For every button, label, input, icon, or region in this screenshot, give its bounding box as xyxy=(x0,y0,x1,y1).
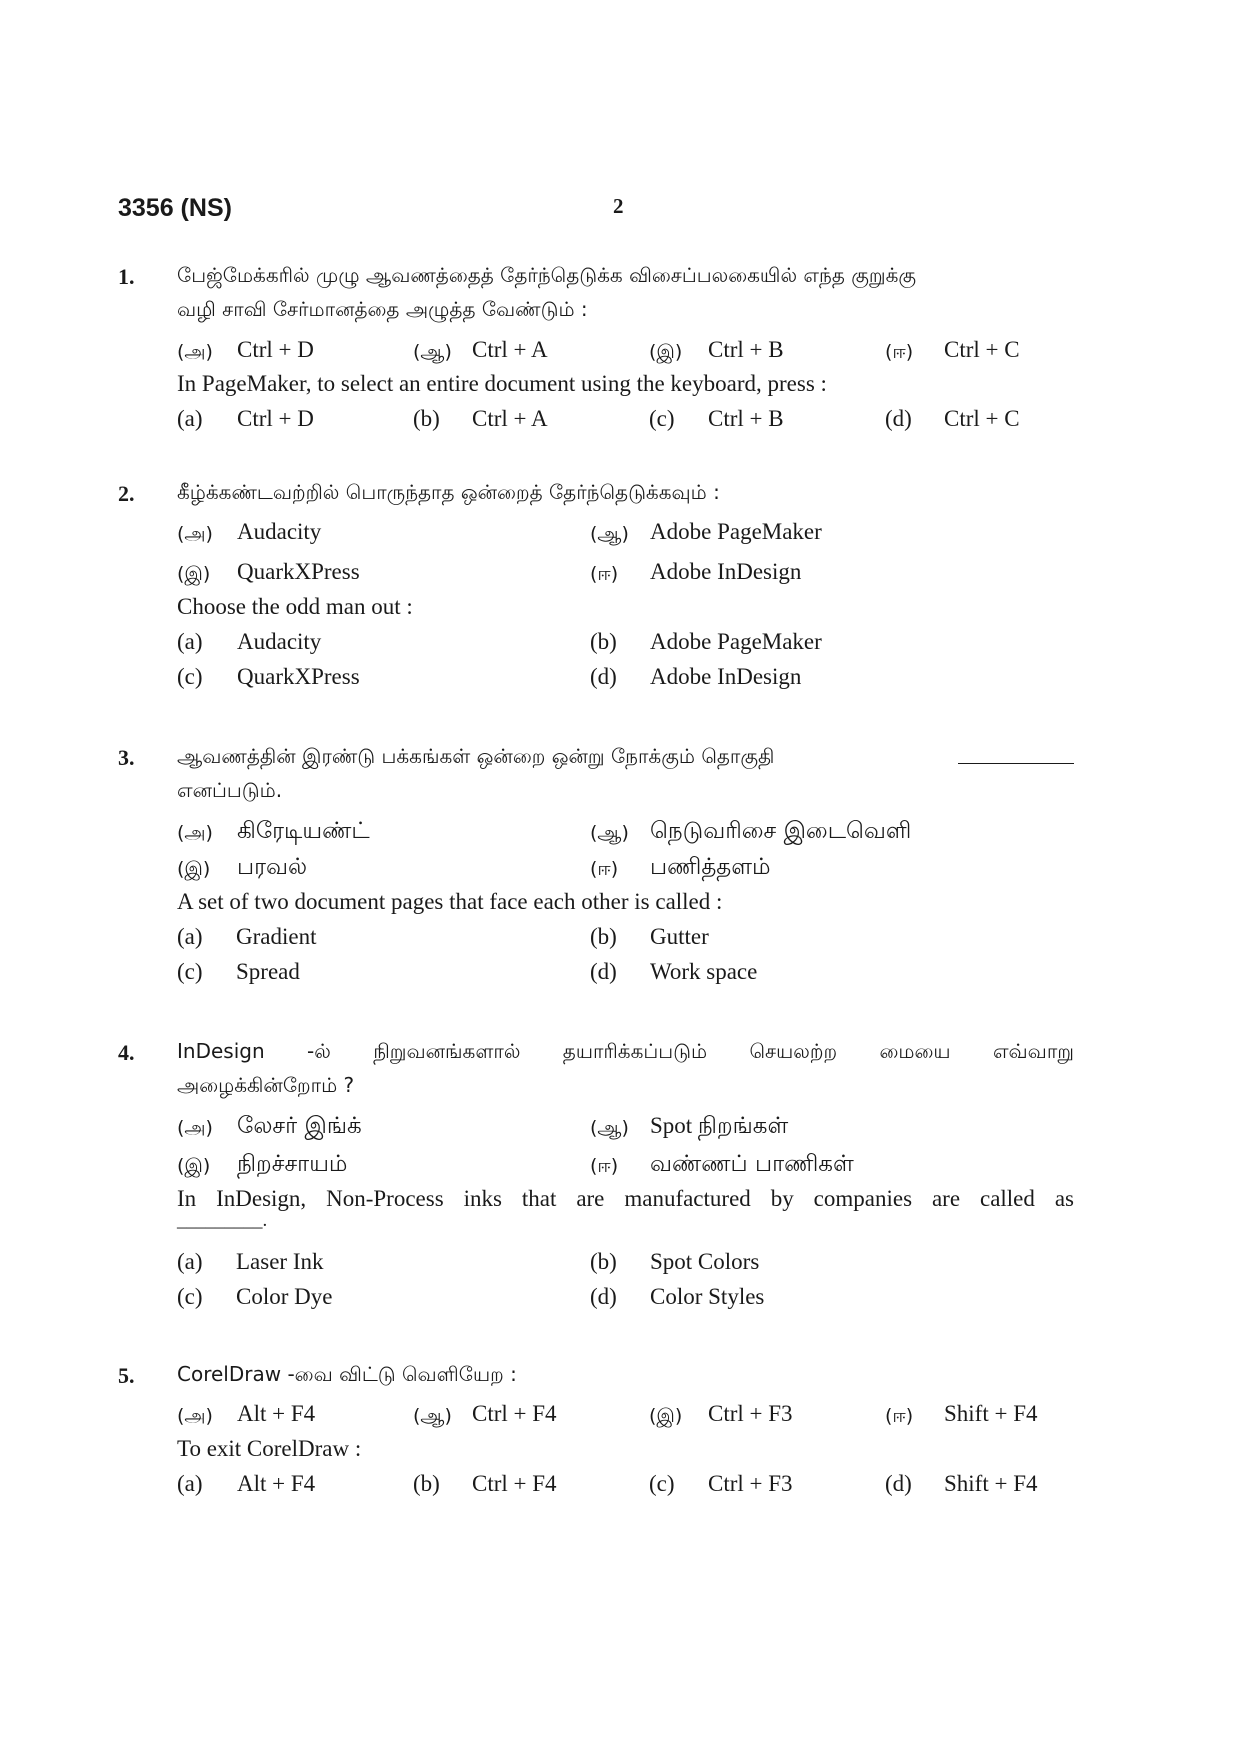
option-text: நிறச்சாயம் xyxy=(237,1151,348,1177)
option-text: Adobe InDesign xyxy=(650,559,802,584)
option-text: Adobe PageMaker xyxy=(650,519,822,544)
option-label: (இ) xyxy=(177,1155,211,1177)
option-label: (b) xyxy=(413,406,440,431)
option-text: Spot Colors xyxy=(650,1249,760,1274)
option-text: Color Styles xyxy=(650,1284,765,1309)
question-number: 1. xyxy=(118,264,135,289)
option-label: (ஈ) xyxy=(885,1405,914,1427)
option-text: நெடுவரிசை இடைவெளி xyxy=(650,818,912,844)
option-label: (ஆ) xyxy=(590,822,629,844)
option-text: Ctrl + C xyxy=(944,406,1020,431)
option-text: பரவல் xyxy=(237,854,308,880)
option-text: Spread xyxy=(236,959,300,984)
question-tamil-text-part: ஆவணத்தின் இரண்டு பக்கங்கள் ஒன்றை ஒன்று நோக்கும் தொகுதி xyxy=(177,744,775,768)
option-text: வண்ணப் பாணிகள் xyxy=(650,1151,854,1177)
option-text: Ctrl + B xyxy=(708,406,784,431)
question-number: 3. xyxy=(118,745,135,770)
option-label: (ஆ) xyxy=(413,1405,452,1427)
option-text: QuarkXPress xyxy=(237,664,360,689)
option-text: கிரேடியண்ட் xyxy=(237,818,370,844)
option-text: லேசர் இங்க் xyxy=(237,1113,362,1139)
option-label: (ஆ) xyxy=(590,523,629,545)
option-label: (d) xyxy=(590,959,617,984)
question-number: 5. xyxy=(118,1363,135,1388)
option-label: (இ) xyxy=(649,1405,683,1427)
question-english-text: In PageMaker, to select an entire document using the keyboard, press : xyxy=(177,371,827,396)
option-label: (ஆ) xyxy=(590,1117,629,1139)
option-label: (c) xyxy=(649,1471,675,1496)
option-label: (ஈ) xyxy=(885,341,914,363)
question-english-text: A set of two document pages that face each other is called : xyxy=(177,889,723,914)
option-label: (அ) xyxy=(177,523,213,545)
option-text: Alt + F4 xyxy=(237,1401,316,1426)
option-label: (a) xyxy=(177,1471,203,1496)
option-text: Alt + F4 xyxy=(237,1471,316,1496)
option-text: Ctrl + F4 xyxy=(472,1401,557,1426)
option-text: Gradient xyxy=(236,924,317,949)
option-label: (a) xyxy=(177,629,203,654)
option-label: (d) xyxy=(590,1284,617,1309)
option-text: Shift + F4 xyxy=(944,1401,1038,1426)
option-label: (b) xyxy=(413,1471,440,1496)
option-text: Spot நிறங்கள் xyxy=(650,1113,789,1138)
option-label: (இ) xyxy=(177,563,211,585)
option-text: Ctrl + F4 xyxy=(472,1471,557,1496)
option-label: (a) xyxy=(177,924,203,949)
option-text: Color Dye xyxy=(236,1284,333,1309)
page-number: 2 xyxy=(613,194,624,218)
option-label: (ஈ) xyxy=(590,1155,619,1177)
answer-blank xyxy=(958,745,1074,764)
question-english-blank: _________. xyxy=(177,1210,268,1231)
option-text: Ctrl + A xyxy=(472,406,548,431)
option-text: Shift + F4 xyxy=(944,1471,1038,1496)
option-text: Ctrl + D xyxy=(237,406,314,431)
option-label: (ஈ) xyxy=(590,858,619,880)
option-label: (c) xyxy=(649,406,675,431)
option-label: (b) xyxy=(590,1249,617,1274)
option-label: (c) xyxy=(177,1284,203,1309)
option-label: (இ) xyxy=(649,341,683,363)
option-text: Adobe PageMaker xyxy=(650,629,822,654)
option-text: Ctrl + F3 xyxy=(708,1471,793,1496)
option-label: (a) xyxy=(177,406,203,431)
question-number: 4. xyxy=(118,1040,135,1065)
option-label: (c) xyxy=(177,959,203,984)
option-label: (b) xyxy=(590,629,617,654)
option-label: (c) xyxy=(177,664,203,689)
option-text: Ctrl + C xyxy=(944,337,1020,362)
question-english-text: In InDesign, Non-Process inks that are manufactured by companies are called as xyxy=(177,1186,1074,1211)
option-text: Work space xyxy=(650,959,758,984)
option-label: (ஆ) xyxy=(413,341,452,363)
option-text: Audacity xyxy=(237,629,322,654)
question-tamil-text xyxy=(177,741,1074,771)
option-text: Gutter xyxy=(650,924,709,949)
option-label: (அ) xyxy=(177,1405,213,1427)
question-tamil-text: வழி சாவி சேர்மானத்தை அழுத்த வேண்டும் : xyxy=(177,297,588,321)
question-tamil-text: பேஜ்மேக்கரில் முழு ஆவணத்தைத் தேர்ந்தெடுக்க விசைப்பலகையில் எந்த குறுக்கு xyxy=(177,263,917,287)
paper-code: 3356 (NS) xyxy=(118,194,232,222)
question-number: 2. xyxy=(118,481,135,506)
option-label: (d) xyxy=(885,1471,912,1496)
option-label: (இ) xyxy=(177,858,211,880)
question-english-text: To exit CorelDraw : xyxy=(177,1436,362,1461)
question-tamil-text: எனப்படும். xyxy=(177,778,283,802)
question-tamil-text: அழைக்கின்றோம் ? xyxy=(177,1073,355,1097)
question-tamil-text: InDesign -ல் நிறுவனங்களால் தயாரிக்கப்படும் செயலற்ற மையை எவ்வாறு xyxy=(177,1039,1074,1063)
option-text: Laser Ink xyxy=(236,1249,324,1274)
question-tamil-text: கீழ்க்கண்டவற்றில் பொருந்தாத ஒன்றைத் தேர்ந்தெடுக்கவும் : xyxy=(177,480,720,504)
option-label: (அ) xyxy=(177,822,213,844)
option-label: (d) xyxy=(590,664,617,689)
question-tamil-text: CorelDraw -வை விட்டு வெளியேற : xyxy=(177,1362,517,1386)
option-label: (b) xyxy=(590,924,617,949)
question-english-text: Choose the odd man out : xyxy=(177,594,413,619)
option-label: (அ) xyxy=(177,341,213,363)
option-text: Ctrl + A xyxy=(472,337,548,362)
option-label: (அ) xyxy=(177,1117,213,1139)
option-text: Ctrl + D xyxy=(237,337,314,362)
option-text: பணித்தளம் xyxy=(650,854,771,880)
option-text: Adobe InDesign xyxy=(650,664,802,689)
option-text: Ctrl + F3 xyxy=(708,1401,793,1426)
option-text: Ctrl + B xyxy=(708,337,784,362)
option-text: Audacity xyxy=(237,519,322,544)
option-label: (d) xyxy=(885,406,912,431)
option-label: (ஈ) xyxy=(590,563,619,585)
option-label: (a) xyxy=(177,1249,203,1274)
option-text: QuarkXPress xyxy=(237,559,360,584)
